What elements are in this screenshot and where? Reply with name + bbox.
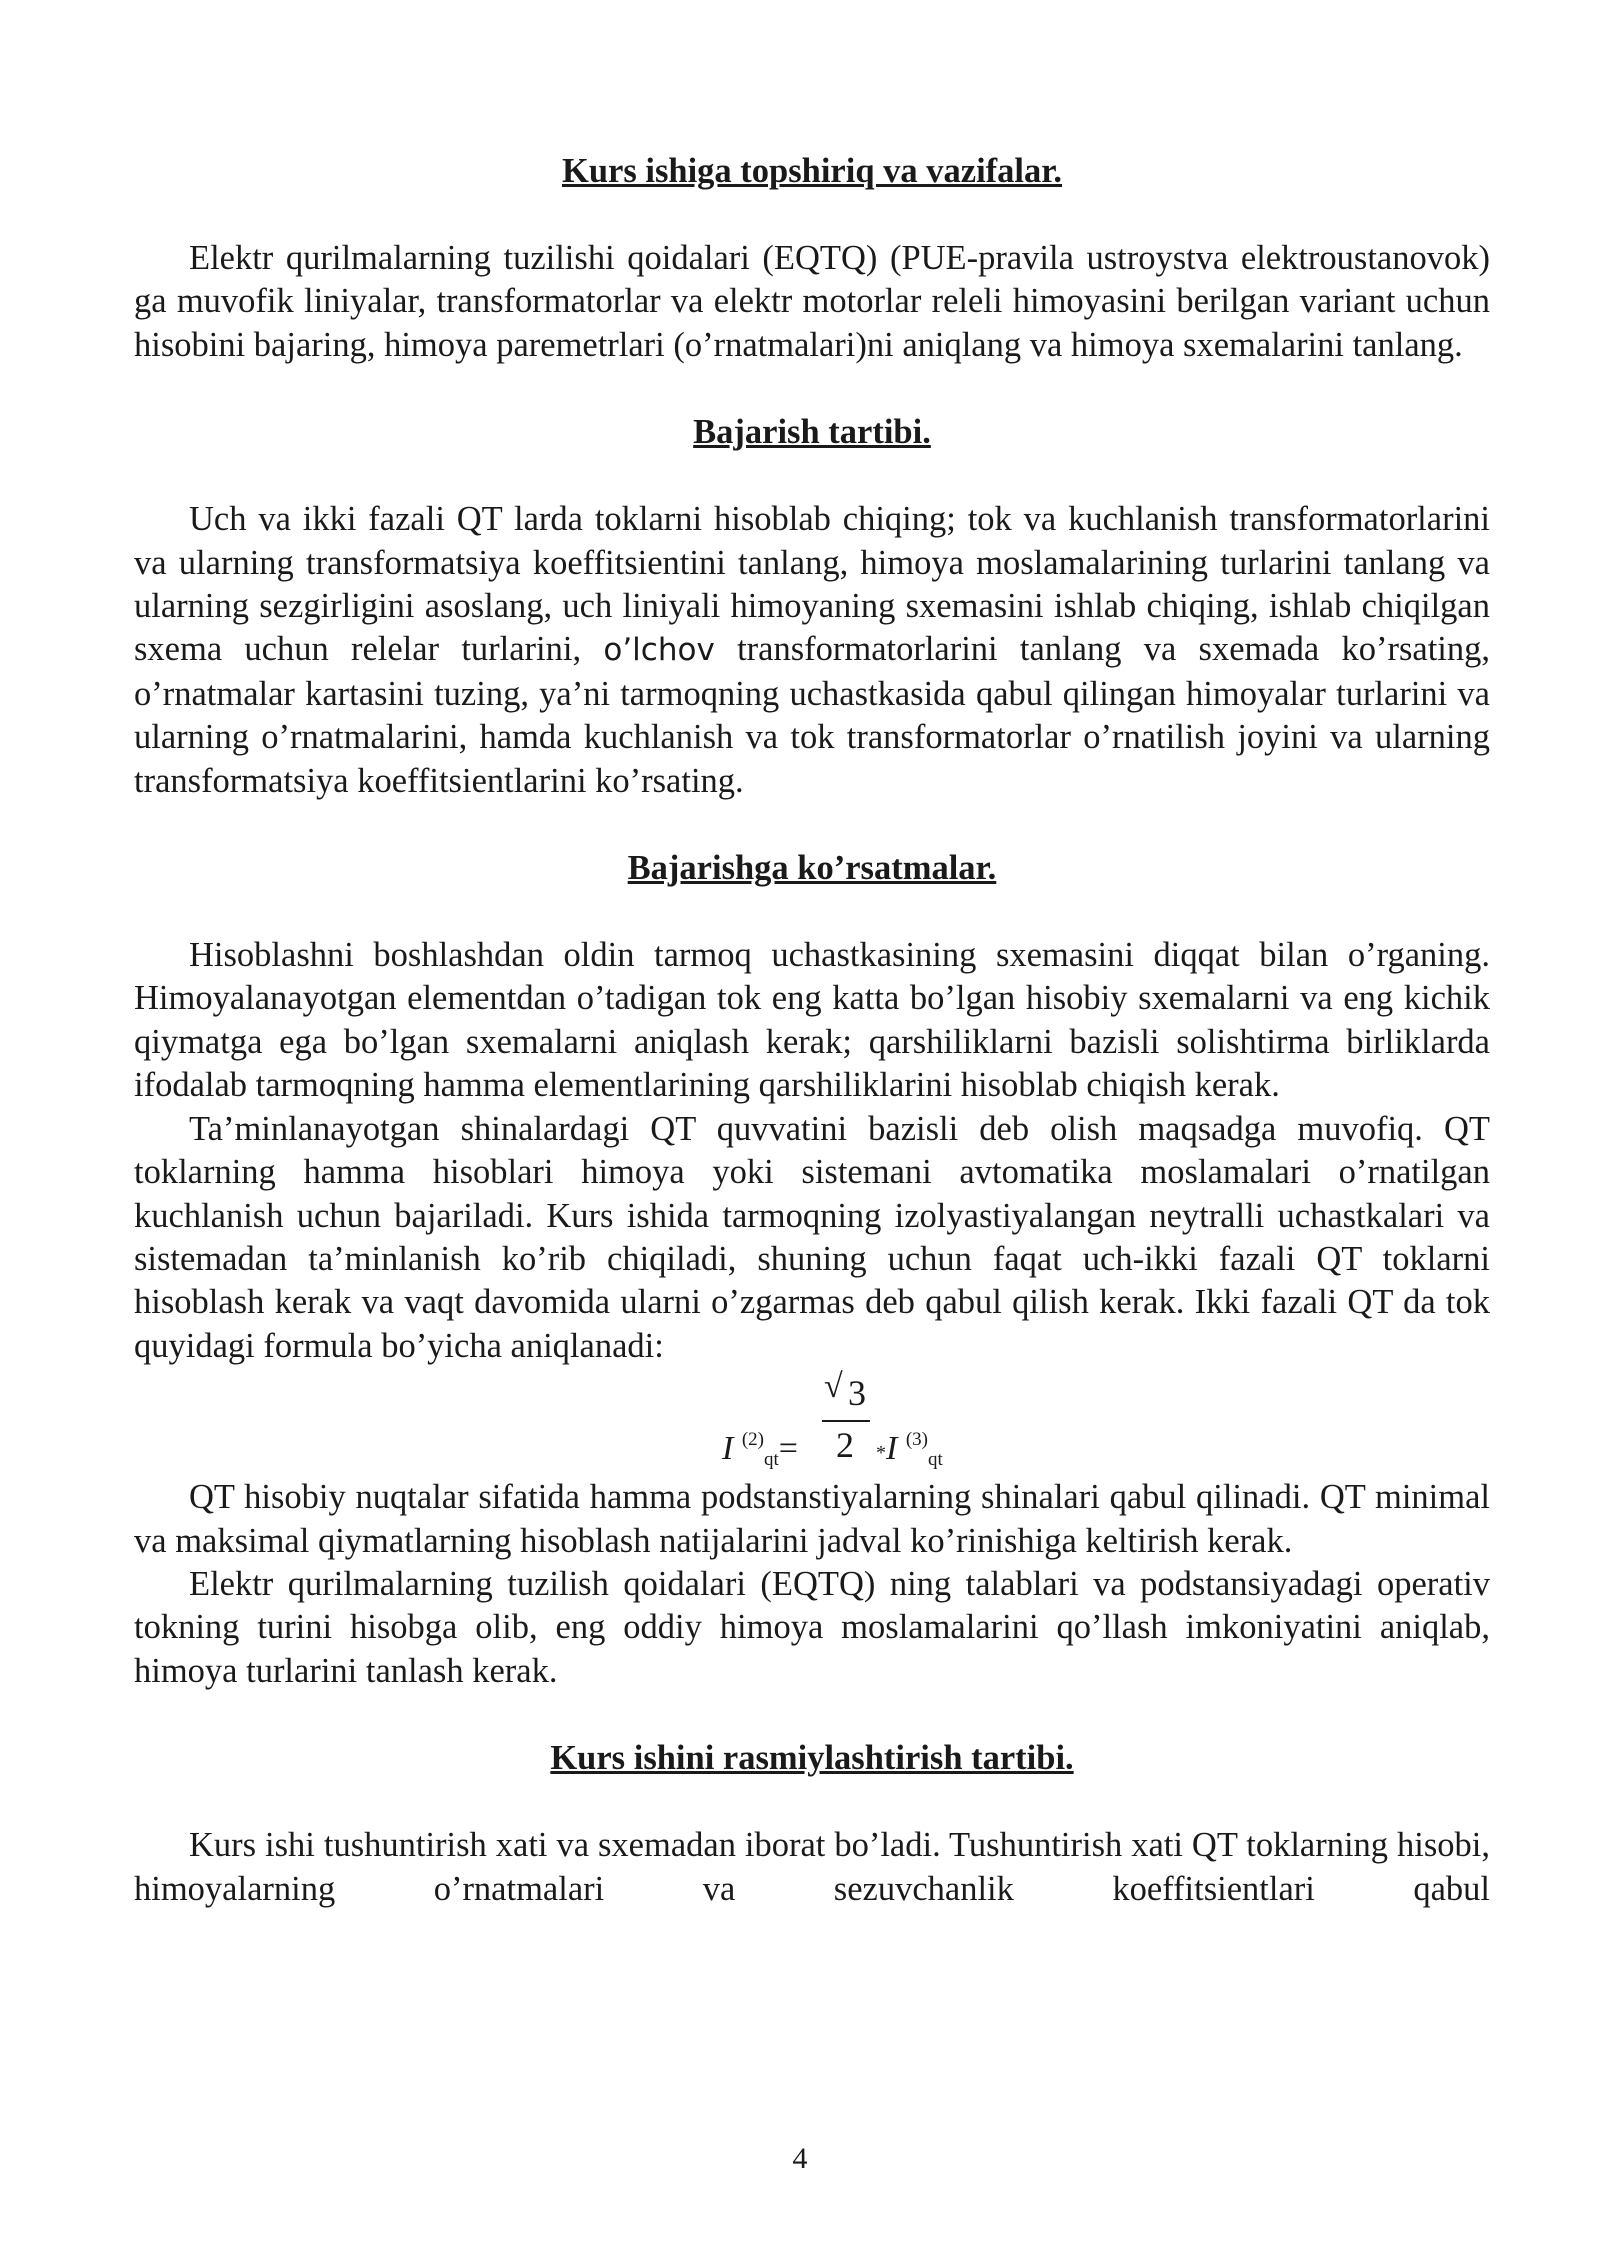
procedure-text-b: o’lchov	[603, 632, 715, 669]
page-content	[134, 150, 1490, 1911]
formula-lhs-sub: qt	[763, 1449, 779, 1471]
formula-rhs	[876, 1429, 943, 1471]
procedure-text-c: transformatorlarini tanlang va sxemada ko’rsating, o’rnatmalar kartasini tuzing, ya’ni tarmoqning uchastkasida qabul qilingan himoyalar turlarini va ularning o’rnatmalarini, hamda kuchlanish va tok transformatorlar o’rnatilish joyini va ularning transformatsiya koeffitsientlarini ko’rsating.	[134, 630, 1491, 800]
paragraph-instructions-1: Hisoblashni boshlashdan oldin tarmoq uchastkasining sxemasini diqqat bilan o’rganing. Himoyalanayotgan elementdan o’tadigan tok eng katta bo’lgan hisobiy sxemalarni va eng kichik qiymatga ega bo’lgan sxemalarni aniqlash kerak; qarshiliklarni bazisli solishtirma birliklarda ifodalab tarmoqning hamma elementlarining qarshiliklarini hisoblab chiqish kerak.	[134, 936, 1490, 1105]
paragraph-instructions-4: Elektr qurilmalarning tuzilish qoidalari (EQTQ) ning talablari va podstansiyadagi operativ tokning turini hisobga olib, eng oddiy himoya moslamalarini qo’llash imkoniyatini aniqlab, himoya turlarini tanlash kerak.	[134, 1564, 1490, 1690]
formula-denominator: 2	[836, 1425, 854, 1466]
formula-fraction-bar	[822, 1420, 870, 1422]
procedure-text-a: Uch va ikki fazali QT larda toklarni hisoblab chiqing; tok va kuchlanish transformatorlarini va ularning transformatsiya koeffitsientini tanlang, himoya moslamalarining turlarini tanlang va ularning sezgirligini asoslang, uch liniyali himoyaning sxemasini ishlab chiqing, ishlab chiqilgan sxema uchun relelar turlarini,	[134, 500, 1490, 669]
formula-rhs-symbol: I	[886, 1430, 898, 1468]
formula-times: *	[876, 1442, 886, 1465]
section-title-formatting: Kurs ishini rasmiylashtirish tartibi.	[550, 1739, 1074, 1778]
formula-rhs-sup: (3)	[905, 1429, 928, 1451]
formula-numerator: 3	[848, 1373, 866, 1414]
paragraph-tasks: Elektr qurilmalarning tuzilishi qoidalari (EQTQ) (PUE-pravila ustroystva elektroustanovok) ga muvofik liniyalar, transformatorlar va elektr motorlar releli himoyasini berilgan variant uchun hisobini bajaring, himoya paremetrlari (o’rnatmalari)ni aniqlang va himoya sxemalarini tanlang.	[134, 239, 1490, 364]
paragraph-formatting: Kurs ishi tushuntirish xati va sxemadan iborat bo’ladi. Tushuntirish xati QT toklarning hisobi, himoyalarning o’rnatmalari va sezuvchanlik koeffitsientlari qabul	[134, 1826, 1490, 1908]
section-title-tasks: Kurs ishiga topshiriq va vazifalar.	[562, 152, 1062, 190]
section-title-instructions: Bajarishga ko’rsatmalar.	[627, 849, 997, 888]
formula-lhs-symbol: I	[722, 1430, 734, 1468]
formula-lhs-sup: (2)	[741, 1429, 764, 1451]
formula-rhs-sub: qt	[927, 1449, 943, 1471]
paragraph-instructions-2: Ta’minlanayotgan shinalardagi QT quvvatini bazisli deb olish maqsadga muvofiq. QT toklarning hamma hisoblari himoya yoki sistemani avtomatika moslamalari o’rnatilgan kuchlanish uchun bajariladi. Kurs ishida tarmoqning izolyastiyalangan neytralli uchastkalari va sistemadan ta’minlanish ko’rib chiqiladi, shuning uchun faqat uch-ikki fazali QT toklarni hisoblash kerak va vaqt davomida ularni o’zgarmas deb qabul qilish kerak. Ikki fazali QT da tok quyidagi formula bo’yicha aniqlanadi:	[134, 1109, 1490, 1365]
paragraph-procedure	[134, 498, 1490, 803]
section-title-procedure: Bajarish tartibi.	[693, 413, 931, 452]
paragraph-instructions-3: QT hisobiy nuqtalar sifatida hamma podstanstiyalarning shinalari qabul qilinadi. QT minimal va maksimal qiymatlarning hisoblash natijalarini jadval ko’rinishiga keltirish kerak.	[134, 1478, 1490, 1560]
formula-radical: √	[824, 1368, 843, 1406]
formula-equals: =	[778, 1430, 798, 1468]
page-number: 4	[792, 2142, 808, 2175]
formula-two-phase-current	[134, 1368, 1490, 1476]
formula-lhs	[722, 1429, 798, 1471]
